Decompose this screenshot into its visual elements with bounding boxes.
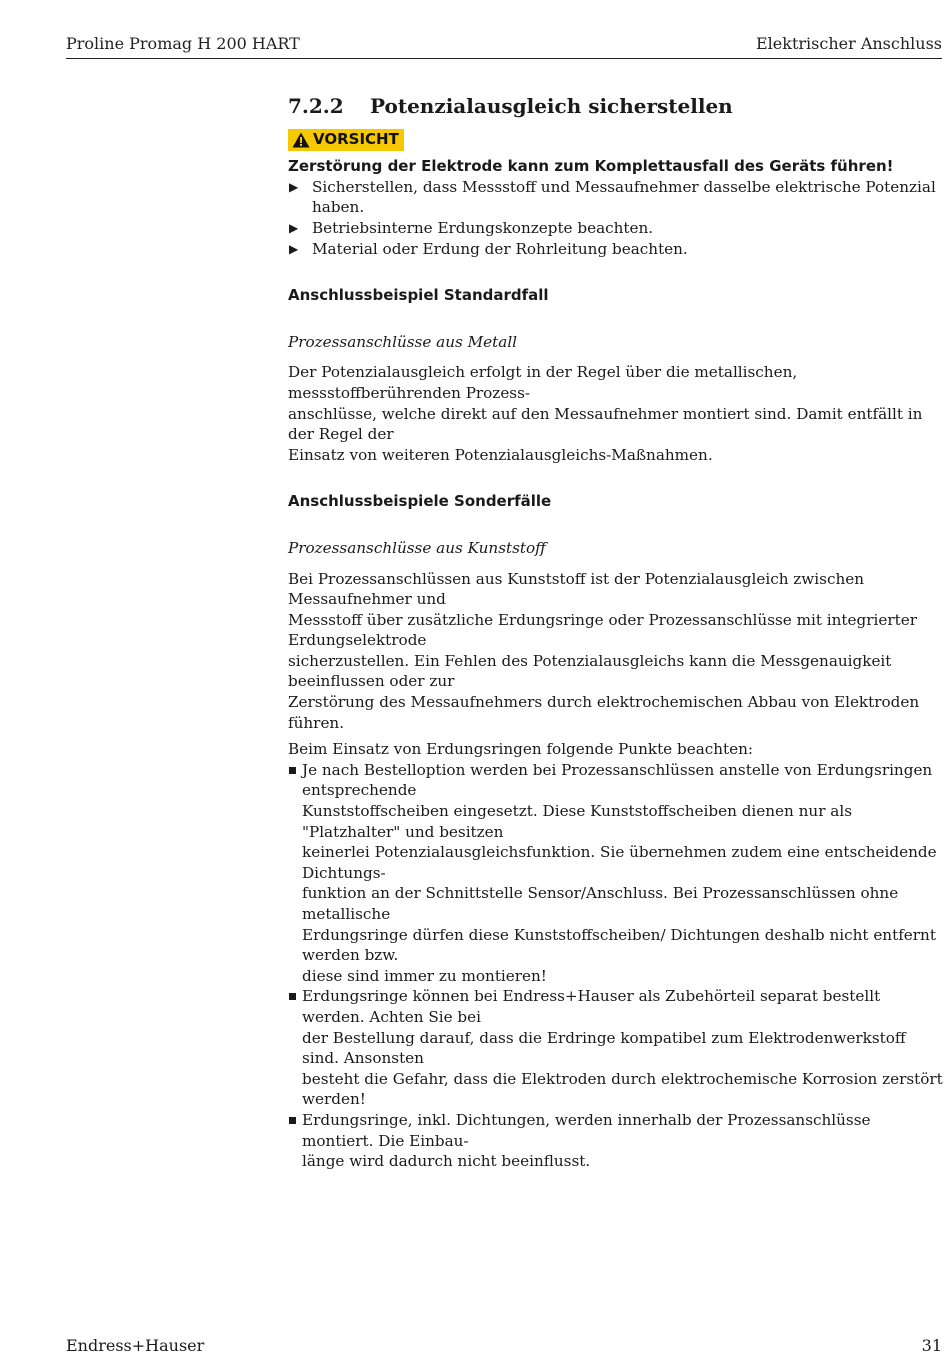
- arrow-icon: ▶: [289, 220, 299, 235]
- section-number: 7.2.2: [288, 94, 344, 118]
- caution-label: VORSICHT: [313, 130, 399, 149]
- grounding-rings-list: [288, 760, 944, 1172]
- warning-action-item: ▶ Sicherstellen, dass Messstoff und Messaufnehmer dasselbe elektrische Potenzial haben.: [289, 177, 936, 217]
- warning-title: Zerstörung der Elektrode kann zum Komplettausfall des Geräts führen!: [288, 157, 894, 176]
- page-number: 31: [921, 1336, 942, 1355]
- warning-action-item: ▶ Betriebsinterne Erdungskonzepte beachten.: [289, 218, 654, 237]
- special-cases-heading: Anschlussbeispiele Sonderfälle: [288, 492, 552, 511]
- standard-case-heading: Anschlussbeispiel Standardfall: [288, 286, 549, 305]
- page-content: [288, 96, 944, 1172]
- list-item: Je nach Bestelloption werden bei Prozessanschlüssen anstelle von Erdungsringen entsprechende Kunststoffscheiben eingesetzt. Diese Kunststoffscheiben dienen nur als "Platzhalter" und besitzen keinerlei Potenzialausgleichsfunktion. Sie übernehmen zudem eine entscheidende Dichtungs- funktion an der Schnittstelle Sensor/Anschluss. Bei Prozessanschlüssen ohne metallische Erdungsringe dürfen diese Kunststoffscheiben/ Dichtungen deshalb nicht entfernt werden bzw. diese sind immer zu montieren!: [288, 760, 944, 987]
- warning-action-item: ▶ Material oder Erdung der Rohrleitung beachten.: [289, 239, 688, 258]
- plastic-connections-subheading: Prozessanschlüsse aus Kunststoff: [288, 538, 546, 557]
- square-bullet-icon: [289, 767, 296, 774]
- square-bullet-icon: [289, 1117, 296, 1124]
- metal-connections-subheading: Prozessanschlüsse aus Metall: [288, 332, 518, 351]
- section-heading: [288, 96, 944, 117]
- caution-badge: [288, 129, 404, 151]
- header-chapter-title: Elektrischer Anschluss: [755, 34, 942, 53]
- page-header: [66, 30, 942, 59]
- section-title: Potenzialausgleich sicherstellen: [370, 94, 733, 118]
- warning-action-list: [288, 177, 944, 259]
- footer-company: Endress+Hauser: [66, 1336, 205, 1355]
- list-item: Erdungsringe können bei Endress+Hauser als Zubehörteil separat bestellt werden. Achten Sie bei der Bestellung darauf, dass die Erdringe kompatibel zum Elektrodenwerkstoff sind. Ansonsten besteht die Gefahr, dass die Elektroden durch elektrochemische Korrosion zerstört werden!: [288, 986, 944, 1110]
- arrow-icon: ▶: [289, 179, 299, 194]
- grounding-rings-intro: Beim Einsatz von Erdungsringen folgende Punkte beachten:: [288, 740, 754, 759]
- list-item: Erdungsringe, inkl. Dichtungen, werden innerhalb der Prozessanschlüsse montiert. Die Einbau- länge wird dadurch nicht beeinflusst.: [288, 1110, 944, 1172]
- header-product-name: Proline Promag H 200 HART: [66, 34, 300, 53]
- arrow-icon: ▶: [289, 241, 299, 256]
- warning-triangle-icon: [292, 132, 310, 148]
- square-bullet-icon: [289, 993, 296, 1000]
- standard-case-paragraph: Der Potenzialausgleich erfolgt in der Regel über die metallischen, messstoffberührenden Prozess- anschlüsse, welche direkt auf den Messaufnehmer montiert sind. Damit entfällt in der Regel der Einsatz von weiteren Potenzialausgleichs-Maßnahmen.: [288, 363, 923, 464]
- special-case-paragraph: Bei Prozessanschlüssen aus Kunststoff ist der Potenzialausgleich zwischen Messaufnehmer und Messstoff über zusätzliche Erdungsringe oder Prozessanschlüsse mit integrierter Erdungselektrode sicherzustellen. Ein Fehlen des Potenzialausgleichs kann die Messgenauigkeit beeinflussen oder zur Zerstörung des Messaufnehmers durch elektrochemischen Abbau von Elektroden führen.: [288, 569, 920, 732]
